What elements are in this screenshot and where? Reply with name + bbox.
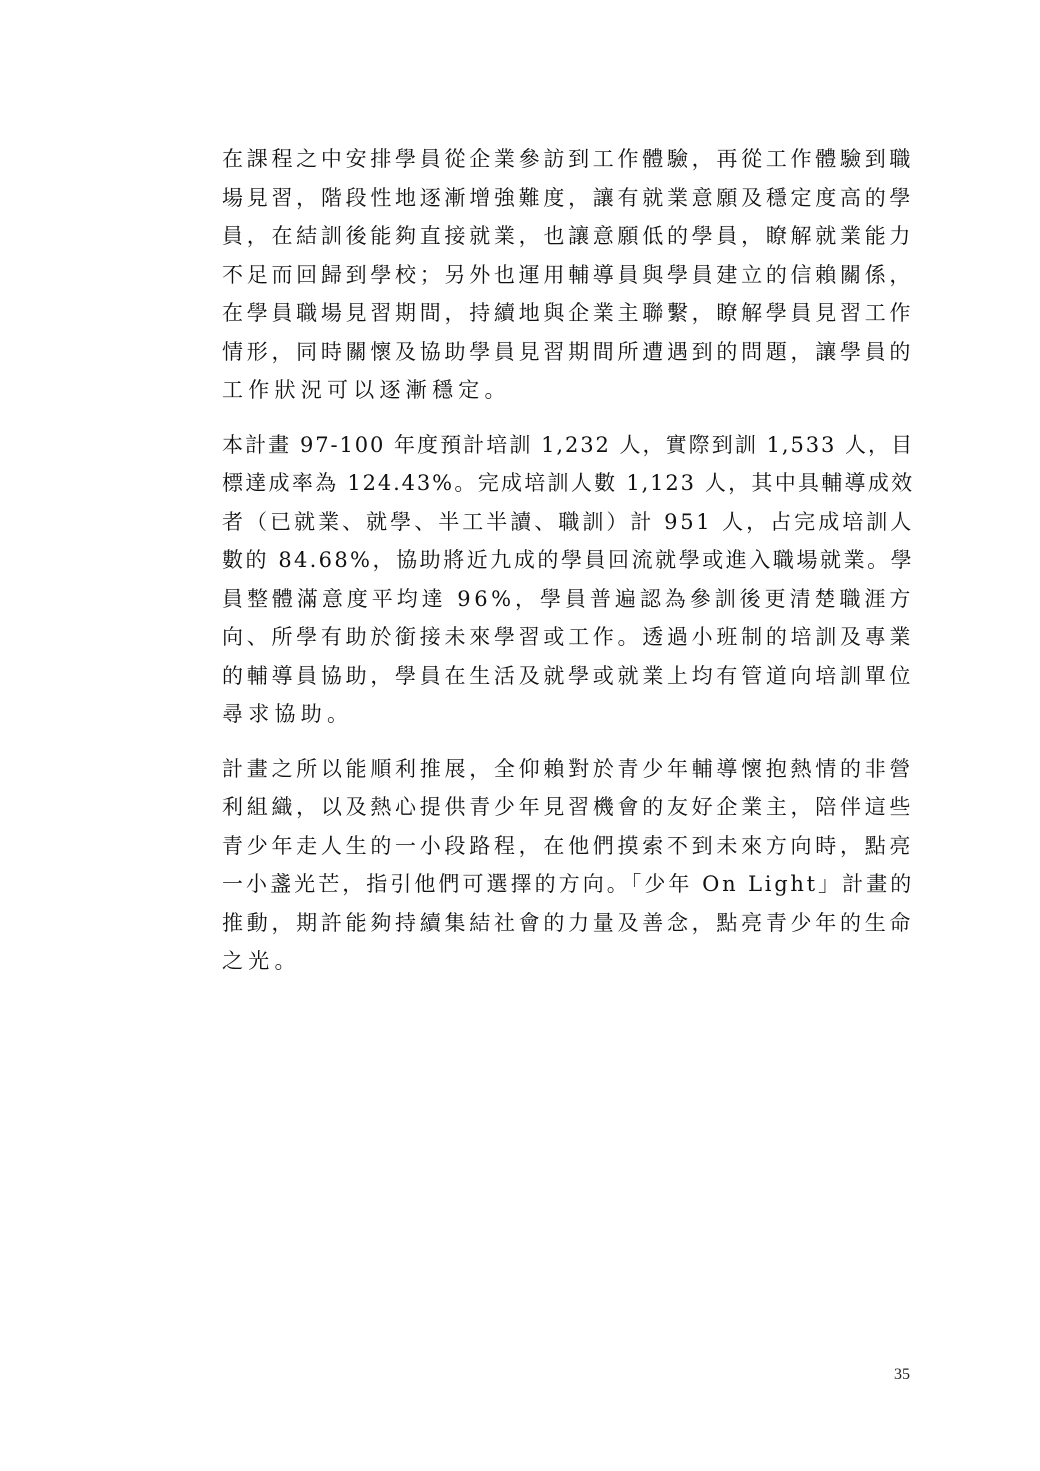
text-line: 場見習，階段性地逐漸增強難度，讓有就業意願及穩定度高的學	[222, 185, 914, 210]
text-line: 數的 84.68%，協助將近九成的學員回流就學或進入職場就業。學	[222, 548, 914, 572]
text-line: 推動，期許能夠持續集結社會的力量及善念，點亮青少年的生命	[222, 910, 914, 935]
text-line: 員，在結訓後能夠直接就業，也讓意願低的學員，瞭解就業能力	[222, 224, 914, 248]
text-line: 本計畫 97-100 年度預計培訓 1,232 人，實際到訓 1,533 人，目	[222, 432, 914, 457]
body-text	[222, 140, 914, 997]
text-line: 計畫之所以能順利推展，全仰賴對於青少年輔導懷抱熱情的非營	[222, 756, 914, 781]
text-line: 向、所學有助於銜接未來學習或工作。透過小班制的培訓及專業	[222, 625, 914, 649]
paragraph-3	[222, 750, 914, 981]
paragraph-1	[222, 140, 914, 410]
text-line: 標達成率為 124.43%。完成培訓人數 1,123 人，其中具輔導成效	[222, 471, 914, 495]
text-line: 青少年走人生的一小段路程，在他們摸索不到未來方向時，點亮	[222, 833, 914, 858]
text-line: 尋求協助。	[222, 702, 354, 726]
text-line: 一小盞光芒，指引他們可選擇的方向。「少年 On Light」計畫的	[222, 872, 914, 896]
text-line: 者（已就業、就學、半工半讀、職訓）計 951 人，占完成培訓人	[222, 509, 914, 534]
text-line: 在學員職場見習期間，持續地與企業主聯繫，瞭解學員見習工作	[222, 301, 914, 325]
text-line: 利組織，以及熱心提供青少年見習機會的友好企業主，陪伴這些	[222, 795, 914, 819]
paragraph-2	[222, 426, 914, 734]
text-line: 工作狀況可以逐漸穩定。	[222, 378, 511, 402]
text-line: 的輔導員協助，學員在生活及就學或就業上均有管道向培訓單位	[222, 663, 914, 688]
text-line: 在課程之中安排學員從企業參訪到工作體驗，再從工作體驗到職	[222, 147, 914, 171]
text-line: 員整體滿意度平均達 96%，學員普遍認為參訓後更清楚職涯方	[222, 586, 914, 611]
text-line: 不足而回歸到學校；另外也運用輔導員與學員建立的信賴關係，	[222, 262, 914, 287]
page-number: 35	[894, 1366, 910, 1383]
text-line: 之光。	[222, 949, 301, 973]
text-line: 情形，同時關懷及協助學員見習期間所遭遇到的問題，讓學員的	[222, 339, 914, 364]
